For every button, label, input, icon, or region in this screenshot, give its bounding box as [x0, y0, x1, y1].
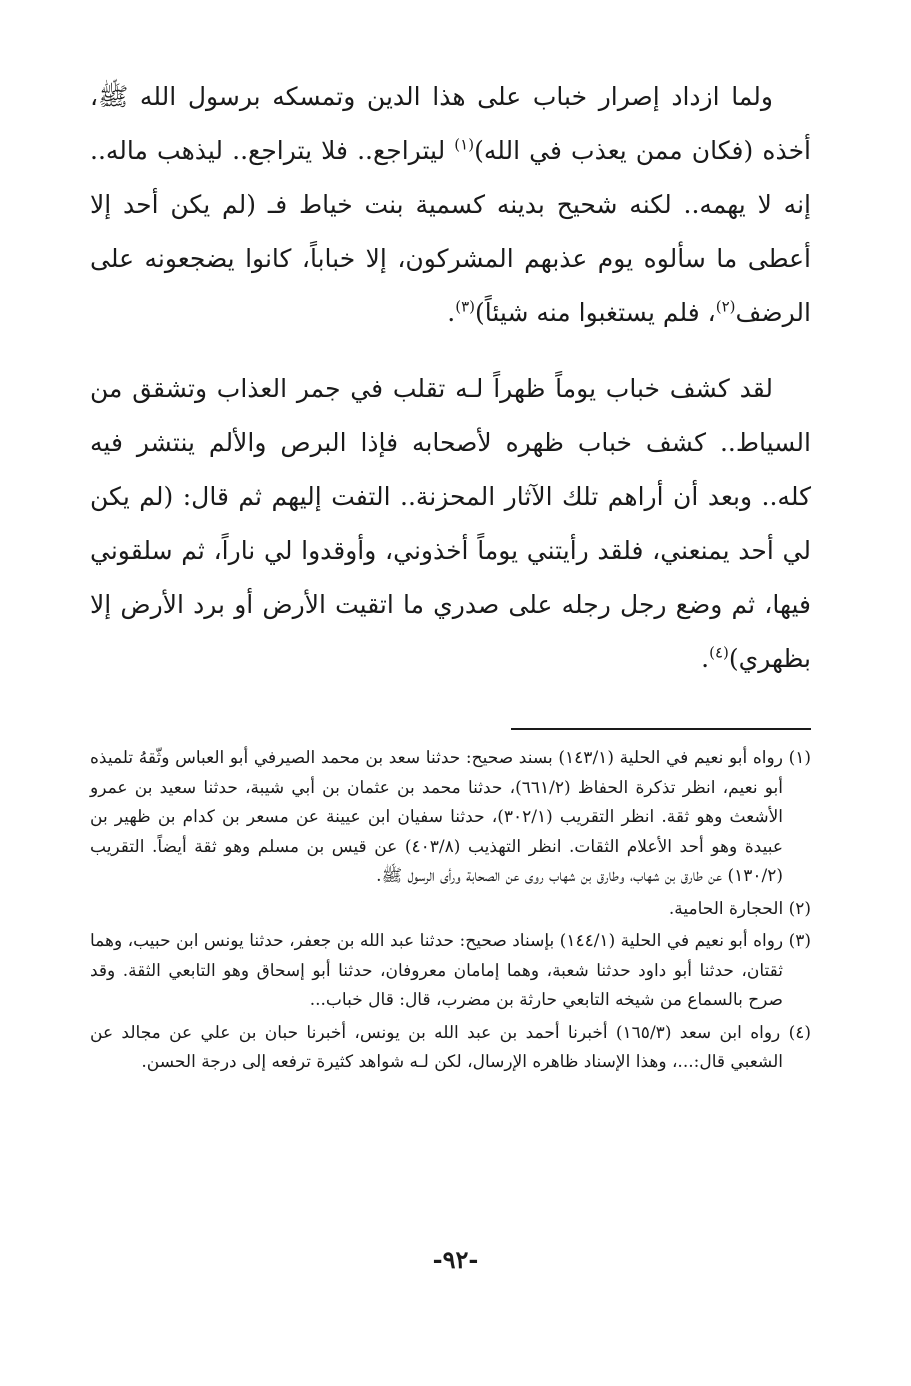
footnote-separator [511, 728, 811, 730]
footnote-2: (٢) الحجارة الحامية. [668, 898, 811, 919]
paragraph-text: ولما ازداد إصرار خباب على هذا الدين وتمسكه برسول الله ﷺ، أخذه (فكان ممن يعذب في الله) [90, 82, 811, 165]
footnote-4: (٤) رواه ابن سعد (١٦٥/٣) أخبرنا أحمد بن عبد الله بن يونس، أخبرنا حبان بن علي عن مجالد عن الشعبي قال:...، وهذا الإسناد ظاهره الإرسال، لكن لـه شواهد كثيرة ترفعه إلى درجة الحسن. [90, 1022, 811, 1072]
paragraph-text: ليتراجع.. فلا يتراجع.. ليذهب ماله.. إنه لا يهمه.. لكنه شحيح بدينه كسمية بنت خياط فـ (لم يكن أحد إلا أعطى ما سألوه يوم عذبهم المشركون، إلا خباباً، كانوا يضجعونه على الرضف [90, 136, 811, 327]
footnote-marker-3: (٣) [455, 297, 475, 316]
paragraph-text: . [447, 298, 456, 327]
footnote-marker-4: (٤) [709, 643, 729, 662]
paragraph-1 [90, 70, 811, 340]
footnote-marker-2: (٢) [715, 297, 736, 316]
paragraph-2 [90, 362, 811, 686]
page-number: -٩٢- [432, 1245, 479, 1274]
paragraph-text: ، فلم يستغبوا منه شيئاً) [475, 298, 716, 327]
footnotes [90, 744, 811, 1078]
footnote-1: (١) رواه أبو نعيم في الحلية (١٤٣/١) بسند صحيح: حدثنا سعد بن محمد الصيرفي أبو العباس وثّقهُ تلميذه أبو نعيم، انظر تذكرة الحفاظ (٦٦١/٢)، حدثنا محمد بن عثمان بن أبي شيبة، حدثنا سعيد بن عمرو الأشعث وهو ثقة. انظر التقريب (٣٠٢/١)، حدثنا سفيان ابن عيينة عن مسعر بن كدام بن ظهير بن عبيدة وهو أحد الأعلام الثقات. انظر التهذيب (٤٠٣/٨) عن قيس بن مسلم وهو ثقة أيضاً. التقريب (١٣٠/٢) عن طارق بن شهاب، وطارق بن شهاب روى عن الصحابة ورأى الرسول ﷺ. [90, 748, 811, 886]
footnote-3: (٣) رواه أبو نعيم في الحلية (١٤٤/١) بإسناد صحيح: حدثنا عبد الله بن جعفر، حدثنا يونس ابن حبيب، وهما ثقتان، حدثنا أبو داود حدثنا شعبة، وهما إمامان معروفان، حدثنا أبو إسحاق وهو التابعي الثقة. وقد صرح بالسماع من شيخه التابعي حارثة بن مضرب، قال: قال خباب... [90, 931, 811, 1010]
main-text [90, 70, 811, 686]
book-page [90, 70, 811, 1386]
footnote-marker-1: (١) [454, 135, 475, 154]
paragraph-text: لقد كشف خباب يوماً ظهراً لـه تقلب في جمر العذاب وتشقق من السياط.. كشف خباب ظهره لأصحابه فإذا البرص والألم ينتشر فيه كله.. وبعد أن أراهم تلك الآثار المحزنة.. التفت إليهم ثم قال: (لم يكن لي أحد يمنعني، فلقد رأيتني يوماً أخذوني، وأوقدوا لي ناراً، ثم سلقوني فيها، ثم وضع رجل رجله على صدري ما اتقيت الأرض أو برد الأرض إلا بظهري) [90, 374, 811, 673]
paragraph-text: . [701, 644, 710, 673]
